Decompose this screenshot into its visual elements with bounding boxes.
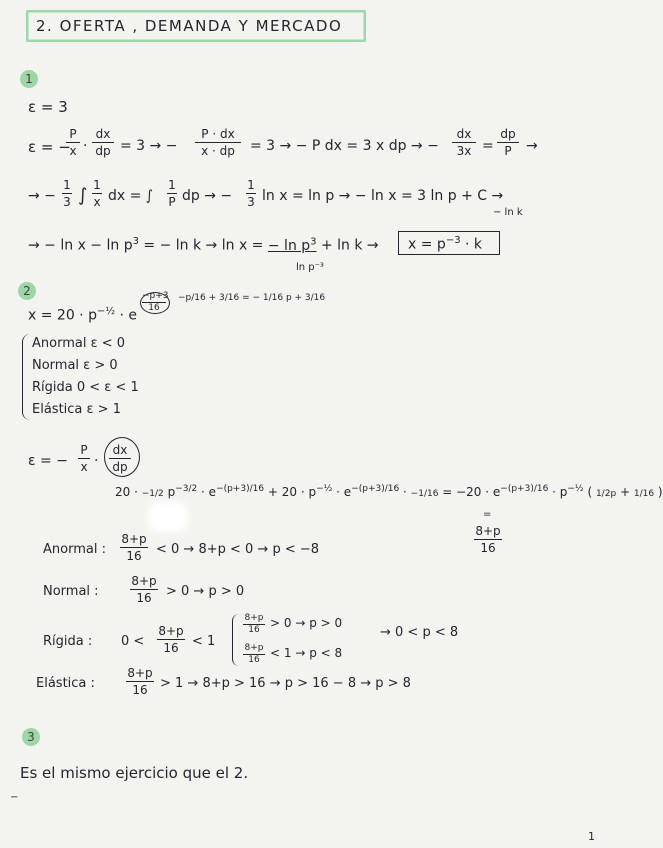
frac-dx-dp: dx dp bbox=[92, 127, 114, 158]
section-1-number: 1 bbox=[20, 70, 38, 88]
class-rigida: Rígida 0 < ε < 1 bbox=[32, 380, 139, 395]
rigida-a: > 0 → p > 0 bbox=[270, 616, 343, 630]
frac-pdx-xdp: P · dx x · dp bbox=[195, 127, 241, 158]
frac-dp-p: dp P bbox=[497, 127, 519, 158]
x-expression: $x = 20 \cdot p^{-\frac{1}{2}} \cdot e$ bbox=[28, 306, 138, 324]
frac-p-x: P x bbox=[66, 127, 80, 158]
circled-dx-dp: dx dp bbox=[109, 443, 131, 474]
eps-result: 8+p 16 bbox=[475, 524, 501, 555]
class-elastica: Elástica ε > 1 bbox=[32, 402, 121, 417]
title-box bbox=[26, 10, 366, 42]
underbrace-note: ln p⁻³ bbox=[296, 262, 324, 273]
eps-symbol: ε = − bbox=[28, 138, 71, 156]
rigida-result: → 0 < p < 8 bbox=[380, 625, 459, 640]
rigida-b: < 1 → p < 8 bbox=[270, 646, 343, 660]
section-2-number: 2 bbox=[18, 282, 36, 300]
normal-derivation: > 0 → p > 0 bbox=[166, 584, 245, 599]
class-normal: Normal ε > 0 bbox=[32, 358, 118, 373]
derivative-line: 20 · −1/2 $p^{-3/2} \cdot e^{-(p+3)/16} + 20 \cdot p^{-\frac{1}{2}} \cdot e^{-(p+3)/16} \cdot -1/16 = -20 \cdot e^{-(p+3)/16} \cdot p^{-\frac{1}{2}}$ ( 1/2p + 1/16 ) bbox=[115, 484, 663, 499]
eps-value: ε = 3 bbox=[28, 98, 68, 116]
class-anormal: Anormal ε < 0 bbox=[32, 336, 126, 351]
exponent-note: −p/16 + 3/16 = − 1/16 p + 3/16 bbox=[178, 293, 326, 303]
frac-dx-3x: dx 3x bbox=[452, 127, 476, 158]
classification-brace bbox=[22, 334, 31, 420]
elastica-derivation: > 1 → 8+p > 16 → p > 16 − 8 → p > 8 bbox=[160, 676, 411, 691]
page-title: 2. OFERTA , DEMANDA Y MERCADO bbox=[36, 17, 343, 35]
page-number: 1 bbox=[588, 830, 595, 843]
section1-result: $x = p^{-3} \cdot k$ bbox=[408, 235, 483, 253]
c-note: − ln k bbox=[493, 207, 523, 218]
section-3-number: 3 bbox=[22, 728, 40, 746]
section3-text: Es el mismo ejercicio que el 2. bbox=[20, 764, 249, 782]
anormal-derivation: < 0 → 8+p < 0 → p < −8 bbox=[156, 542, 320, 557]
